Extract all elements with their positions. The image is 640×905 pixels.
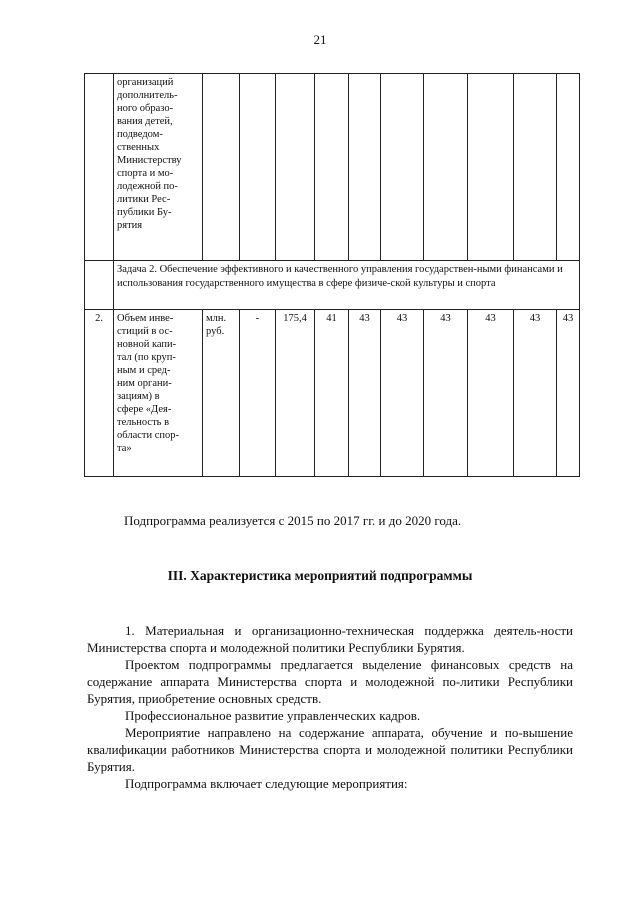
paragraph: Подпрограмма включает следующие мероприятия: — [125, 776, 408, 791]
paragraph: Профессиональное развитие управленческих кадров. — [125, 708, 421, 723]
paragraph: Проектом подпрограммы предлагается выделение финансовых средств на содержание аппарата Министерства спорта и молодежной по-литики Республики Бурятия, приобретение основных средств. — [87, 657, 573, 706]
table-cell — [349, 74, 381, 261]
indicators-table — [84, 73, 580, 477]
value-cell: 43 — [381, 310, 424, 477]
section-heading: III. Характеристика мероприятий подпрограммы — [167, 568, 473, 583]
table-cell — [85, 261, 114, 310]
table-cell — [557, 74, 580, 261]
value-cell: 43 — [424, 310, 468, 477]
paragraph: Мероприятие направлено на содержание аппарата, обучение и по-вышение квалификации работников Министерства спорта и молодежной политики Республики Бурятия. — [87, 725, 573, 774]
value-cell: 43 — [514, 310, 557, 477]
table-cell — [468, 74, 514, 261]
implementation-period-sentence: Подпрограмма реализуется с 2015 по 2017 гг. и до 2020 года. — [124, 513, 462, 528]
indicator-description-cell: организаций дополнитель- ного образо- вания детей, подведом- ственных Министерству спорта и мо- лодежной по- литики Рес- публики Бу- рятия — [114, 74, 203, 261]
value-cell: 41 — [315, 310, 349, 477]
table-cell — [240, 74, 276, 261]
table-cell — [381, 74, 424, 261]
value-cell: 175,4 — [276, 310, 315, 477]
value-cell: 43 — [557, 310, 580, 477]
row-number-cell: 2. — [85, 310, 114, 477]
table-cell — [424, 74, 468, 261]
indicator-description-cell: Объем инве- стиций в ос- новной капи- тал (по круп- ным и сред- ним органи- зациям) в сфере «Дея- тельность в области спор- та» — [114, 310, 203, 477]
page-number: 21 — [313, 32, 327, 47]
table-row-task — [85, 261, 580, 310]
table-cell — [514, 74, 557, 261]
table-cell — [315, 74, 349, 261]
table-cell — [203, 74, 240, 261]
task-2-cell: Задача 2. Обеспечение эффективного и качественного управления государствен-ными финансами и использования государственного имущества в сфере физиче-ской культуры и спорта — [114, 261, 580, 310]
row-number-cell — [85, 74, 114, 261]
table-row-continuation — [85, 74, 580, 261]
unit-cell: млн. руб. — [203, 310, 240, 477]
table-row-indicator-2 — [85, 310, 580, 477]
value-cell: 43 — [349, 310, 381, 477]
paragraph: 1. Материальная и организационно-техническая поддержка деятель-ности Министерства спорта и молодежной политики Республики Бурятия. — [87, 623, 573, 655]
value-cell: - — [240, 310, 276, 477]
value-cell: 43 — [468, 310, 514, 477]
table-cell — [276, 74, 315, 261]
